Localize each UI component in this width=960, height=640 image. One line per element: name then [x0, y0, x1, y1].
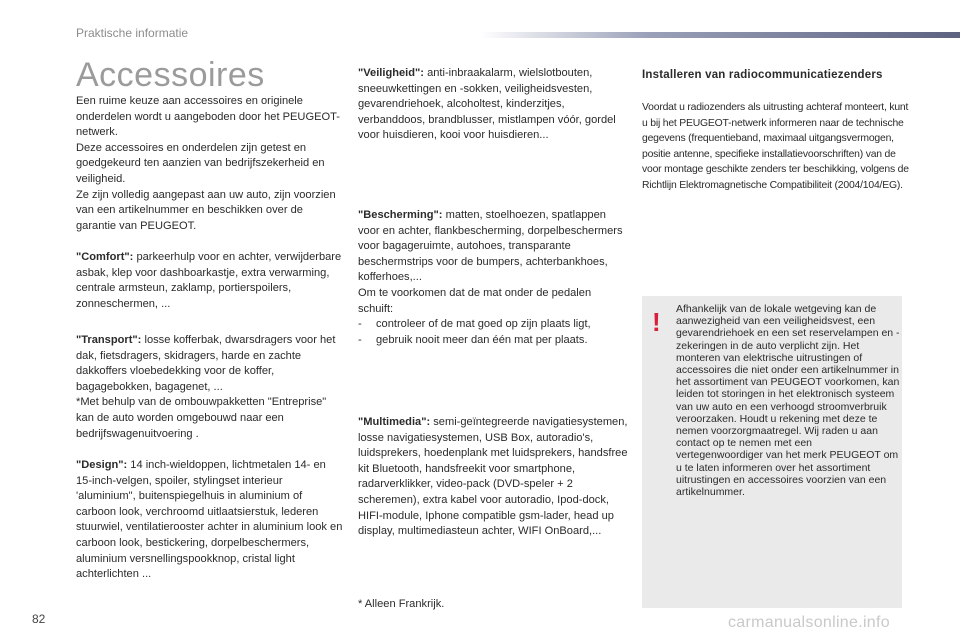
bescherming-label: "Bescherming": [358, 209, 443, 221]
bullet-text: controleer of de mat goed op zijn plaats ligt, [376, 318, 591, 331]
design-paragraph [76, 458, 344, 583]
bullet-item [358, 333, 628, 349]
intro-paragraph-3: Ze zijn volledig aangepast aan uw auto, zijn voorzien van een artikelnummer en beschikken over de garantie van PEUGEOT. [76, 188, 336, 232]
transport-label: "Transport": [76, 334, 142, 346]
intro-paragraph-2: Deze accessoires en onderdelen zijn getest en goedgekeurd ten aanzien van bedrijfszekerheid en veiligheid. [76, 141, 325, 185]
footnote: * Alleen Frankrijk. [358, 598, 445, 610]
veiligheid-paragraph [358, 66, 628, 144]
page-title: Accessoires [76, 56, 265, 94]
warning-text: Afhankelijk van de lokale wetgeving kan de aanwezigheid van een veiligheidsvest, een gevarendriehoek en een set reservelampen en -zekeringen in de auto verplicht zijn. Het monteren van elektrische uitrustingen of accessoires die niet onder een artikelnummer in het assortiment van PEUGEOT voorkomen, kan leiden tot storingen in het elektronisch systeem van uw auto en een verhoogd stroomverbruik veroorzaken. Houdt u rekening met deze te nemen voorzorgmaatregel. Wij raden u aan contact op te nemen met een vertegenwoordiger van het merk PEUGEOT om u te laten informeren over het assortiment uitrustingen en accessoires voorzien van een artikelnummer. [676, 303, 900, 499]
transport-text: losse kofferbak, dwarsdragers voor het dak, fietsdragers, skidragers, harde en zachte dakkoffers vloebedekking voor de koffer, bagagebokken, bagagenet, ... [76, 334, 336, 393]
bescherming-paragraph [358, 208, 628, 348]
intro-paragraph-1: Een ruime keuze aan accessoires en originele onderdelen wordt u aangeboden door het PEUGEOT-netwerk. [76, 95, 340, 139]
watermark: carmanualsonline.info [728, 614, 890, 631]
bullet-text: gebruik nooit meer dan één mat per plaats. [376, 333, 588, 346]
design-label: "Design": [76, 459, 128, 471]
intro-text [76, 94, 344, 234]
comfort-text: parkeerhulp voor en achter, verwijderbare asbak, klep voor dashboarkastje, extra verwarming, centrale armsteun, zaklamp, portierspoilers, zonneschermen, ... [76, 251, 342, 310]
bescherming-mat-intro: Om te voorkomen dat de mat onder de pedalen schuift: [358, 286, 592, 315]
transport-paragraph [76, 333, 344, 442]
page-number: 82 [32, 612, 46, 626]
multimedia-label: "Multimedia": [358, 416, 431, 428]
veiligheid-label: "Veiligheid": [358, 67, 424, 79]
transport-note: *Met behulp van de ombouwpakketten "Entreprise" kan de auto worden omgebouwd naar een bedrijfswagenuitvoering . [76, 396, 327, 440]
multimedia-paragraph [358, 415, 628, 540]
warning-icon: ! [652, 307, 661, 337]
bullet-item [358, 317, 628, 333]
comfort-label: "Comfort": [76, 251, 134, 263]
bullet-dash: - [358, 333, 362, 346]
header-bar [480, 32, 960, 38]
bullet-dash: - [358, 318, 362, 331]
multimedia-text: semi-geïntegreerde navigatiesystemen, losse navigatiesystemen, USB Box, autoradio's, luidsprekers, hoedenplank met luidsprekers, handsfree kit Bluetooth, handsfreekit voor smartphone, radarverklikker, video-pack (DVD-speler + 2 scheremen), extra kabel voor autoradio, Ipod-dock, HIFI-module, Iphone compatible gsm-lader, head up display, multimediasteun achter, WIFI OnBoard,... [358, 416, 628, 538]
radio-section-title: Installeren van radiocommunicatiezenders [642, 69, 883, 81]
comfort-paragraph [76, 250, 344, 312]
design-text: 14 inch-wieldoppen, lichtmetalen 14- en 15-inch-velgen, spoiler, stylingset interieur 'aluminium", buitenspiegelhuis in aluminium of carboon look, verchroomd uitlaatsierstuk, lederen stuurwiel, ventilatierooster achter in aluminium look en carboon look, bestickering, dorpelbeschermers, aluminium versnellingspookknop, cristal light achterlichten ... [76, 459, 343, 581]
section-header: Praktische informatie [76, 26, 189, 40]
bescherming-text: matten, stoelhoezen, spatlappen voor en achter, flankbescherming, dorpelbeschermers voor bagageruimte, autohoes, transparante beschermstrips voor de bumpers, achterbankhoes, kofferhoes,... [358, 209, 623, 284]
veiligheid-text: anti-inbraakalarm, wielslotbouten, sneeuwkettingen en -sokken, veiligheidsvesten, gevarendriehoek, alcoholtest, kinderzitjes, verbanddoos, brandblusser, mistlampen vóór, gordel voor huisdieren, kooi voor huisdieren... [358, 67, 616, 142]
radio-section-text: Voordat u radiozenders als uitrusting achteraf monteert, kunt u bij het PEUGEOT-netwerk informeren naar de technische gegevens (frequentieband, maximaal uitgangsvermogen, positie antenne, specifieke installatievoorschriften) van de voor montage geschikte zenders ter beschikking, volgens de Richtlijn Elektromagnetische Compatibiliteit (2004/104/EG). [642, 102, 909, 191]
